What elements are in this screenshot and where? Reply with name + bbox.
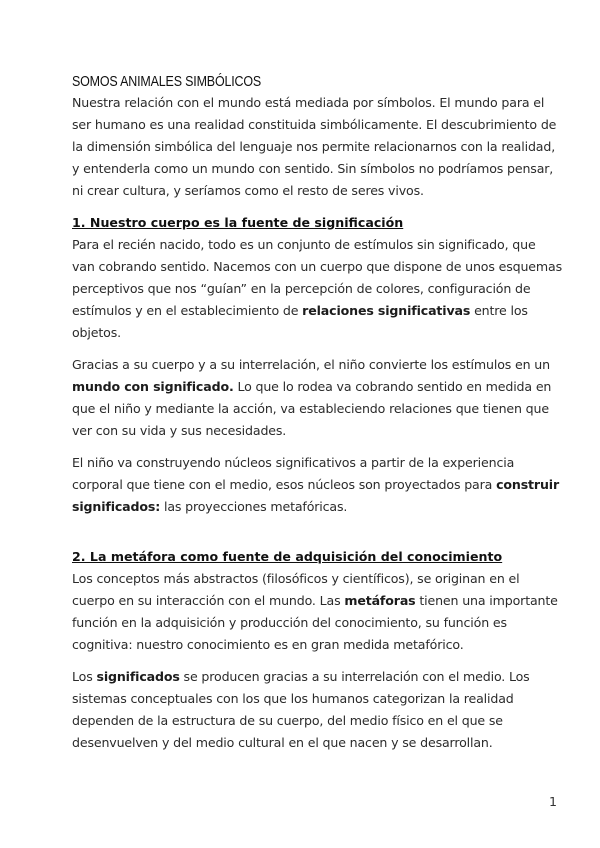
section-1-paragraph-3: El niño va construyendo núcleos significativos a partir de la experiencia corporal que tiene con el medio, esos núcleos son proyectados para construir significados: las proyecciones metafóricas. [72, 455, 560, 514]
section-2-paragraph-2: Los significados se producen gracias a su interrelación con el medio. Los sistemas conceptuales con los que los humanos categorizan la realidad dependen de la estructura de su cuerpo, del medio físico en el que se desenvuelven y del medio cultural en el que nacen y se desarrollan. [72, 669, 530, 750]
document-page [72, 74, 562, 764]
section-2-heading: 2. La metáfora como fuente de adquisición del conocimiento [72, 549, 503, 564]
section-2-paragraph-1: Los conceptos más abstractos (filosóficos y científicos), se originan en el cuerpo en su interacción con el mundo. Las metáforas tienen una importante función en la adquisición y producción del conocimiento, su función es cognitiva: nuestro conocimiento es en gran medida metafórico. [72, 571, 558, 652]
section-1-paragraph-1: Para el recién nacido, todo es un conjunto de estímulos sin significado, que van cobrando sentido. Nacemos con un cuerpo que dispone de unos esquemas perceptivos que nos “guían” en la percepción de colores, configuración de estímulos y en el establecimiento de relaciones significativas entre los objetos. [72, 237, 563, 340]
section-1-paragraph-2: Gracias a su cuerpo y a su interrelación, el niño convierte los estímulos en un mundo con significado. Lo que lo rodea va cobrando sentido en medida en que el niño y mediante la acción, va estableciendo relaciones que tienen que ver con su vida y sus necesidades. [72, 357, 552, 438]
section-1-heading: 1. Nuestro cuerpo es la fuente de significación [72, 215, 404, 230]
intro-paragraph: Nuestra relación con el mundo está mediada por símbolos. El mundo para el ser humano es una realidad constituida simbólicamente. El descubrimiento de la dimensión simbólica del lenguaje nos permite relacionarnos con la realidad, y entenderla como un mundo con sentido. Sin símbolos no podríamos pensar, ni crear cultura, y seríamos como el resto de seres vivos. [72, 95, 557, 198]
document-title: SOMOS ANIMALES SIMBÓLICOS [72, 74, 262, 90]
page-number: 1 [549, 794, 558, 809]
